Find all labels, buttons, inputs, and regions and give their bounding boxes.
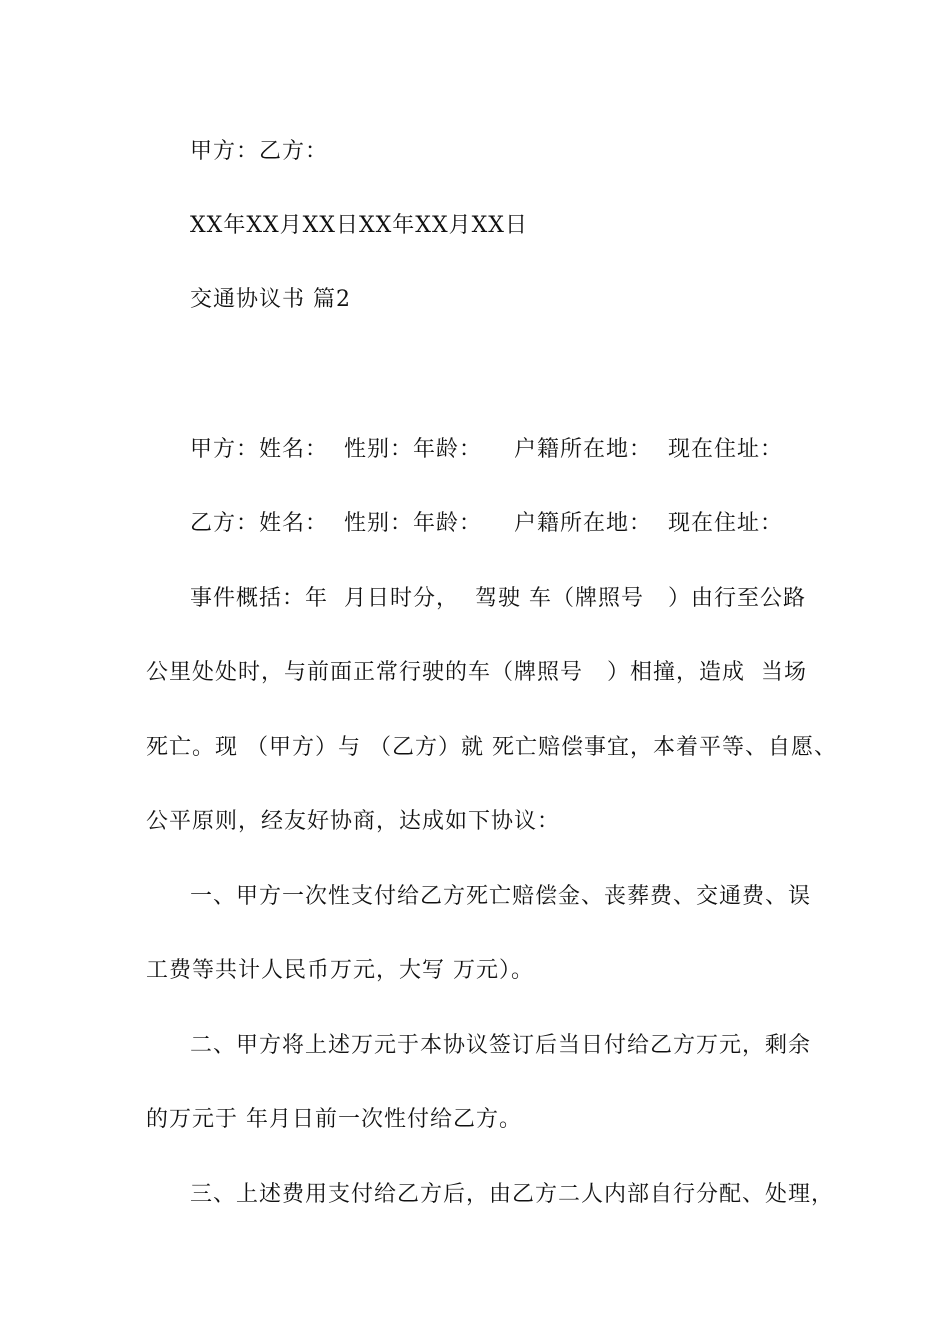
incident-summary-line-2: 公里处处时，与前面正常行驶的车（牌照号 ）相撞，造成 当场: [146, 660, 807, 685]
date-line: XX年XX月XX日XX年XX月XX日: [190, 213, 528, 238]
clause-2-line-1: 二、甲方将上述万元于本协议签订后当日付给乙方万元，剩余: [190, 1033, 812, 1058]
clause-2-line-2: 的万元于 年月日前一次性付给乙方。: [146, 1107, 522, 1132]
clause-1-line-2: 工费等共计人民币万元，大写 万元）。: [146, 958, 534, 983]
party-a-info-line: 甲方：姓名： 性别：年龄： 户籍所在地： 现在住址：: [190, 437, 783, 462]
clause-1-line-1: 一、甲方一次性支付给乙方死亡赔偿金、丧葬费、交通费、误: [190, 884, 812, 909]
incident-summary-line-3: 死亡。现 （甲方）与 （乙方）就 死亡赔偿事宜，本着平等、自愿、: [146, 735, 837, 760]
party-b-info-line: 乙方：姓名： 性别：年龄： 户籍所在地： 现在住址：: [190, 511, 783, 536]
incident-summary-line-4: 公平原则，经友好协商，达成如下协议：: [146, 809, 561, 834]
clause-3-line-1: 三、上述费用支付给乙方后，由乙方二人内部自行分配、处理，: [190, 1182, 835, 1207]
section-title: 交通协议书 篇2: [190, 287, 351, 312]
party-heading-line: 甲方：乙方：: [190, 139, 329, 164]
incident-summary-line-1: 事件概括：年 月日时分， 驾驶 车（牌照号 ）由行至公路: [190, 586, 806, 611]
